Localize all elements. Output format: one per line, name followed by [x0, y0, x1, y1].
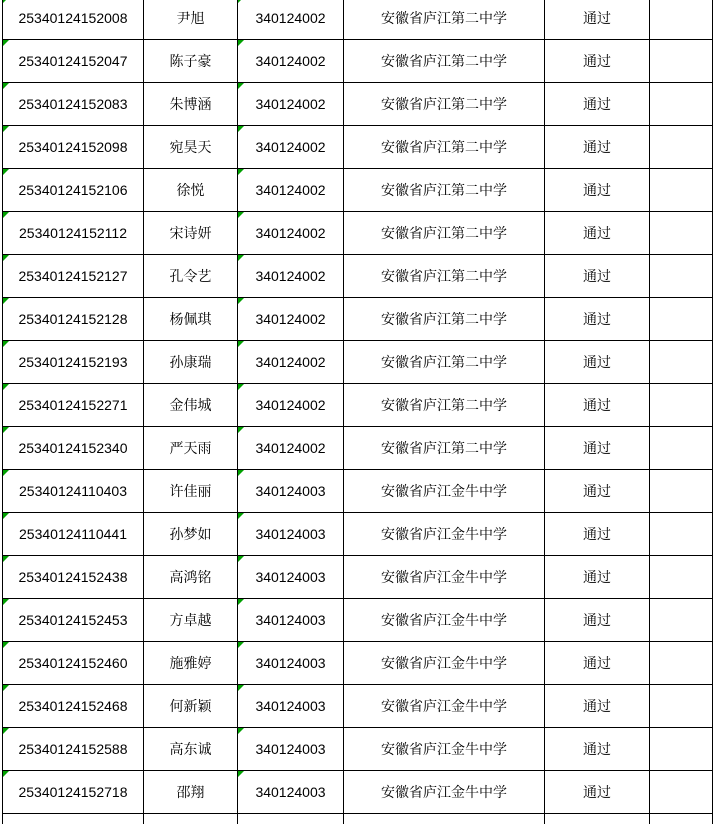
- cell-empty[interactable]: [650, 470, 713, 513]
- cell-exam-id[interactable]: 25340124152112: [3, 212, 144, 255]
- table-row: [3, 126, 713, 169]
- cell-student-name[interactable]: 朱博涵: [144, 83, 238, 126]
- cell-school-name[interactable]: 安徽省庐江金牛中学: [344, 599, 545, 642]
- cell-empty[interactable]: [650, 83, 713, 126]
- cell-student-name[interactable]: 金伟城: [144, 384, 238, 427]
- cell-student-name[interactable]: 施雅婷: [144, 642, 238, 685]
- table-row: [3, 728, 713, 771]
- cell-school-code[interactable]: 340124002: [238, 0, 344, 40]
- table-row: [3, 169, 713, 212]
- cell-exam-id[interactable]: 25340124152718: [3, 771, 144, 814]
- cell-empty[interactable]: [650, 298, 713, 341]
- cell-school-name[interactable]: 安徽省庐江第二中学: [344, 212, 545, 255]
- cell-school-code[interactable]: 340124002: [238, 298, 344, 341]
- cell-result[interactable]: 通过: [545, 0, 650, 40]
- cell-empty[interactable]: [650, 384, 713, 427]
- cell-exam-id[interactable]: 25340124152098: [3, 126, 144, 169]
- table-row: [3, 83, 713, 126]
- cell-empty[interactable]: [650, 728, 713, 771]
- cell-student-name[interactable]: [144, 814, 238, 824]
- cell-school-code[interactable]: 340124003: [238, 728, 344, 771]
- cell-result[interactable]: 通过: [545, 642, 650, 685]
- cell-empty[interactable]: [650, 427, 713, 470]
- cell-school-code[interactable]: 340124003: [238, 470, 344, 513]
- cell-student-name[interactable]: 宋诗妍: [144, 212, 238, 255]
- cell-result[interactable]: 通过: [545, 384, 650, 427]
- cell-empty[interactable]: [650, 685, 713, 728]
- cell-school-code[interactable]: [238, 814, 344, 824]
- table-row: [3, 470, 713, 513]
- cell-school-code[interactable]: 340124003: [238, 556, 344, 599]
- cell-result[interactable]: 通过: [545, 728, 650, 771]
- cell-school-name[interactable]: 安徽省庐江第二中学: [344, 384, 545, 427]
- cell-empty[interactable]: [650, 212, 713, 255]
- cell-student-name[interactable]: 孙康瑞: [144, 341, 238, 384]
- cell-result[interactable]: 通过: [545, 298, 650, 341]
- cell-result[interactable]: 通过: [545, 771, 650, 814]
- cell-student-name[interactable]: 孙梦如: [144, 513, 238, 556]
- cell-empty[interactable]: [650, 126, 713, 169]
- cell-result[interactable]: 通过: [545, 427, 650, 470]
- cell-school-name[interactable]: 安徽省庐江金牛中学: [344, 685, 545, 728]
- cell-school-name[interactable]: 安徽省庐江金牛中学: [344, 728, 545, 771]
- cell-school-name[interactable]: 安徽省庐江金牛中学: [344, 642, 545, 685]
- cell-exam-id[interactable]: 25340124152340: [3, 427, 144, 470]
- cell-exam-id[interactable]: 25340124152128: [3, 298, 144, 341]
- table-row: [3, 556, 713, 599]
- cell-result[interactable]: 通过: [545, 341, 650, 384]
- cell-student-name[interactable]: 尹旭: [144, 0, 238, 40]
- cell-result[interactable]: 通过: [545, 126, 650, 169]
- cell-school-name[interactable]: 安徽省庐江金牛中学: [344, 470, 545, 513]
- cell-school-code[interactable]: 340124003: [238, 642, 344, 685]
- cell-empty[interactable]: [650, 513, 713, 556]
- cell-exam-id[interactable]: 25340124152271: [3, 384, 144, 427]
- cell-student-name[interactable]: 杨佩琪: [144, 298, 238, 341]
- table-row: [3, 384, 713, 427]
- cell-school-code[interactable]: 340124002: [238, 427, 344, 470]
- cell-exam-id[interactable]: 25340124152083: [3, 83, 144, 126]
- cell-school-code[interactable]: 340124002: [238, 212, 344, 255]
- cell-result[interactable]: 通过: [545, 685, 650, 728]
- cell-school-code[interactable]: 340124002: [238, 169, 344, 212]
- cell-result[interactable]: 通过: [545, 169, 650, 212]
- cell-exam-id[interactable]: 25340124152047: [3, 40, 144, 83]
- cell-school-name[interactable]: 安徽省庐江第二中学: [344, 126, 545, 169]
- cell-school-name[interactable]: 安徽省庐江第二中学: [344, 298, 545, 341]
- cell-student-name[interactable]: 严天雨: [144, 427, 238, 470]
- cell-school-code[interactable]: 340124003: [238, 771, 344, 814]
- table-row: [3, 298, 713, 341]
- cell-result[interactable]: 通过: [545, 470, 650, 513]
- table-row: [3, 599, 713, 642]
- cell-school-name[interactable]: 安徽省庐江第二中学: [344, 0, 545, 40]
- cell-student-name[interactable]: 邵翔: [144, 771, 238, 814]
- cell-exam-id[interactable]: 25340124152193: [3, 341, 144, 384]
- cell-school-name[interactable]: 安徽省庐江第二中学: [344, 427, 545, 470]
- cell-result[interactable]: 通过: [545, 40, 650, 83]
- cell-exam-id[interactable]: 25340124152468: [3, 685, 144, 728]
- cell-school-name[interactable]: 安徽省庐江金牛中学: [344, 556, 545, 599]
- cell-school-code[interactable]: 340124002: [238, 384, 344, 427]
- cell-empty[interactable]: [650, 169, 713, 212]
- cell-school-name[interactable]: 安徽省庐江金牛中学: [344, 771, 545, 814]
- cell-exam-id[interactable]: 25340124152460: [3, 642, 144, 685]
- cell-exam-id[interactable]: 25340124110403: [3, 470, 144, 513]
- cell-student-name[interactable]: 徐悦: [144, 169, 238, 212]
- table-row: [3, 814, 713, 824]
- cell-school-name[interactable]: 安徽省庐江金牛中学: [344, 513, 545, 556]
- cell-student-name[interactable]: 高鸿铭: [144, 556, 238, 599]
- cell-school-code[interactable]: 340124002: [238, 40, 344, 83]
- cell-result[interactable]: 通过: [545, 212, 650, 255]
- table-row: [3, 771, 713, 814]
- cell-school-code[interactable]: 340124003: [238, 685, 344, 728]
- table-row: [3, 427, 713, 470]
- cell-student-name[interactable]: 方卓越: [144, 599, 238, 642]
- cell-exam-id[interactable]: 25340124152453: [3, 599, 144, 642]
- cell-result[interactable]: 通过: [545, 513, 650, 556]
- cell-school-code[interactable]: 340124002: [238, 126, 344, 169]
- cell-school-name[interactable]: 安徽省庐江第二中学: [344, 255, 545, 298]
- cell-student-name[interactable]: 许佳丽: [144, 470, 238, 513]
- results-table: [2, 0, 713, 824]
- table-row: [3, 513, 713, 556]
- cell-empty[interactable]: [650, 642, 713, 685]
- cell-school-name[interactable]: 安徽省庐江第二中学: [344, 83, 545, 126]
- cell-empty[interactable]: [650, 814, 713, 824]
- cell-exam-id[interactable]: 25340124152127: [3, 255, 144, 298]
- cell-exam-id[interactable]: 25340124152438: [3, 556, 144, 599]
- cell-student-name[interactable]: 宛昊天: [144, 126, 238, 169]
- table-row: [3, 255, 713, 298]
- cell-empty[interactable]: [650, 556, 713, 599]
- cell-result[interactable]: 通过: [545, 599, 650, 642]
- cell-student-name[interactable]: 孔令艺: [144, 255, 238, 298]
- cell-exam-id[interactable]: 25340124152588: [3, 728, 144, 771]
- cell-school-code[interactable]: 340124002: [238, 255, 344, 298]
- cell-school-name[interactable]: 安徽省庐江第二中学: [344, 40, 545, 83]
- cell-empty[interactable]: [650, 40, 713, 83]
- cell-school-name[interactable]: [344, 814, 545, 824]
- cell-student-name[interactable]: 陈子豪: [144, 40, 238, 83]
- cell-empty[interactable]: [650, 599, 713, 642]
- cell-empty[interactable]: [650, 771, 713, 814]
- table-row: [3, 642, 713, 685]
- table-row: [3, 40, 713, 83]
- cell-exam-id[interactable]: 25340124152008: [3, 0, 144, 40]
- table-row: [3, 685, 713, 728]
- table-row: [3, 341, 713, 384]
- cell-exam-id[interactable]: 25340124152106: [3, 169, 144, 212]
- cell-student-name[interactable]: 何新颖: [144, 685, 238, 728]
- table-row: [3, 0, 713, 40]
- cell-exam-id[interactable]: [3, 814, 144, 824]
- cell-result[interactable]: 通过: [545, 556, 650, 599]
- cell-school-code[interactable]: 340124003: [238, 513, 344, 556]
- cell-empty[interactable]: [650, 255, 713, 298]
- cell-school-name[interactable]: 安徽省庐江第二中学: [344, 341, 545, 384]
- cell-result[interactable]: [545, 814, 650, 824]
- cell-exam-id[interactable]: 25340124110441: [3, 513, 144, 556]
- table-body: [3, 0, 713, 824]
- cell-student-name[interactable]: 高东诚: [144, 728, 238, 771]
- cell-school-code[interactable]: 340124002: [238, 83, 344, 126]
- cell-result[interactable]: 通过: [545, 83, 650, 126]
- cell-school-name[interactable]: 安徽省庐江第二中学: [344, 169, 545, 212]
- cell-school-code[interactable]: 340124003: [238, 599, 344, 642]
- cell-empty[interactable]: [650, 341, 713, 384]
- cell-result[interactable]: 通过: [545, 255, 650, 298]
- cell-school-code[interactable]: 340124002: [238, 341, 344, 384]
- table-row: [3, 212, 713, 255]
- cell-empty[interactable]: [650, 0, 713, 40]
